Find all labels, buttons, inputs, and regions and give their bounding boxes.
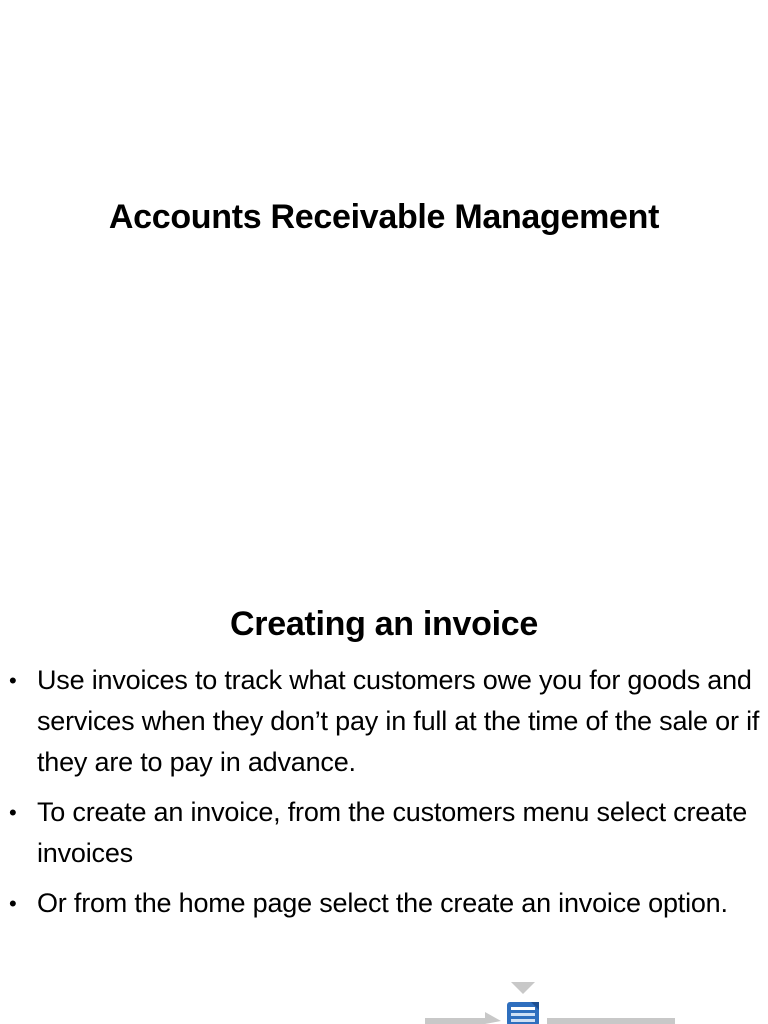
invoice-form-icon [507,1002,539,1024]
bullet-text: Or from the home page select the create an invoice option. [37,888,728,918]
bullet-marker: • [9,891,17,916]
bullet-item [0,883,768,924]
down-arrow-icon [511,982,535,994]
bullet-marker: • [9,668,17,693]
slide-title-accounts-receivable: Accounts Receivable Management [108,198,660,236]
bullet-list [0,660,768,933]
bullet-text: Use invoices to track what customers owe you for goods and services when they don’t pay in full at the time of the sale or if they are to pay in advance. [37,665,760,777]
bullet-text: To create an invoice, from the customers menu select create invoices [37,797,748,868]
arrow-icon [425,1012,501,1024]
bullet-item [0,660,768,783]
invoice-workflow-graphic [425,980,675,1024]
slide-title-creating-invoice: Creating an invoice [230,605,538,643]
connector-line-icon [547,1018,675,1024]
bullet-marker: • [9,800,17,825]
bullet-item [0,792,768,874]
